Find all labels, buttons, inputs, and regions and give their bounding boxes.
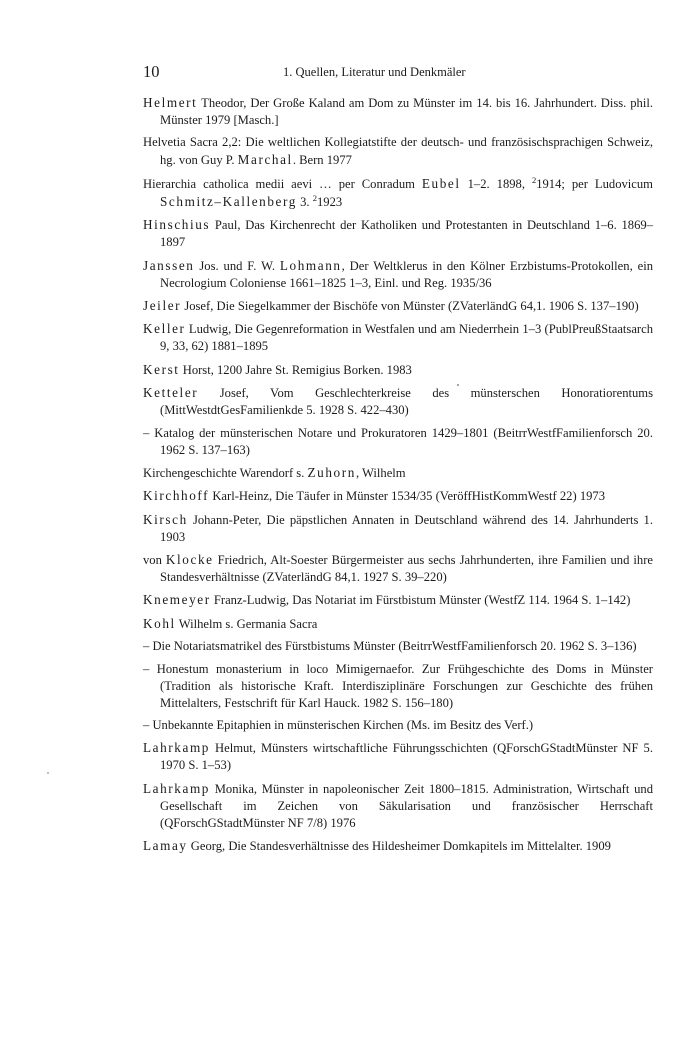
bibliography-entry xyxy=(143,717,653,734)
entry-text: Karl-Heinz, Die Täufer in Münster 1534/35 (VeröffHistKommWestf 22) 1973 xyxy=(209,489,606,504)
entry-text: 1914; per Ludovicum xyxy=(536,176,653,191)
entry-text: 3. xyxy=(296,194,313,209)
entry-text: Jos. und F. W. xyxy=(194,258,280,273)
author-name: Schmitz–Kallenberg xyxy=(160,193,297,209)
bibliography-entry xyxy=(143,551,653,586)
author-name: Klocke xyxy=(165,552,214,568)
entry-text: Johann-Peter, Die päpstlichen Annaten in Deutschland während des 14. Jahrhunderts 1. 1903 xyxy=(160,512,653,544)
bibliography-list xyxy=(143,94,653,861)
scan-speck xyxy=(457,384,459,386)
bibliography-entry xyxy=(143,257,653,292)
bibliography-entry xyxy=(143,384,653,419)
entry-text: Helvetia Sacra 2,2: Die weltlichen Kollegiatstifte der deutsch- und französischsprachigen Schweiz, hg. von Guy P. xyxy=(143,135,653,168)
author-name: Knemeyer xyxy=(143,592,211,608)
entry-text: – Unbekannte Epitaphien in münsterischen Kirchen (Ms. im Besitz des Verf.) xyxy=(143,718,534,733)
running-head: 1. Quellen, Literatur und Denkmäler xyxy=(283,65,466,79)
bibliography-entry xyxy=(143,511,653,546)
entry-text: Kirchengeschichte Warendorf s. xyxy=(143,465,308,480)
entry-text: Monika, Münster in napoleonischer Zeit 1800–1815. Administration, Wirtschaft und Gesellschaft im Zeichen von Säkularisation und französischer Herrschaft (QForschGStadtMünster NF 7/8) 1976 xyxy=(160,781,653,830)
entry-text: Helmut, Münsters wirtschaftliche Führungsschichten (QForschGStadtMünster NF 5. 1970 S. 1–53) xyxy=(160,741,653,773)
author-name: Zuhorn xyxy=(307,464,356,480)
entry-text: Theodor, Der Große Kaland am Dom zu Münster im 14. bis 16. Jahrhundert. Diss. phil. Münster 1979 [Masch.] xyxy=(160,96,653,127)
author-name: Kirchhoff xyxy=(143,488,210,504)
bibliography-entry xyxy=(143,837,653,855)
author-name: Lohmann xyxy=(279,257,342,273)
entry-text: – Katalog der münsterischen Notare und Prokuratoren 1429–1801 (BeitrrWestfFamilienforsch 20. 1962 S. 137–163) xyxy=(143,425,653,457)
edition-superscript: 2 xyxy=(531,174,537,185)
author-name: Jeiler xyxy=(143,297,182,313)
bibliography-entry xyxy=(143,297,653,315)
bibliography-entry xyxy=(143,464,653,482)
page-number: 10 xyxy=(143,62,160,81)
author-name: Ketteler xyxy=(143,385,199,401)
bibliography-entry xyxy=(143,94,653,129)
entry-text: – Die Notariatsmatrikel des Fürstbistums Münster (BeitrrWestfFamilienforsch 20. 1962 S. 3–136) xyxy=(143,639,637,654)
entry-text: Wilhelm s. Germania Sacra xyxy=(175,616,318,631)
entry-text: 1–2. 1898, xyxy=(460,176,532,191)
author-name: Kohl xyxy=(143,615,176,631)
entry-text: , Wilhelm xyxy=(355,465,406,480)
author-name: Hinschius xyxy=(143,217,211,233)
entry-text: Friedrich, Alt-Soester Bürgermeister aus sechs Jahrhunderten, ihre Familien und ihre Standesverhältnisse (ZVaterländG 84,1. 1927 S. 39–220) xyxy=(160,553,653,585)
entry-text: 1923 xyxy=(316,194,343,209)
entry-text: Hierarchia catholica medii aevi … per Conradum xyxy=(143,176,422,191)
bibliography-entry xyxy=(143,638,653,655)
entry-text: Paul, Das Kirchenrecht der Katholiken und Protestanten in Deutschland 1–6. 1869–1897 xyxy=(160,218,653,250)
author-name: Lahrkamp xyxy=(143,780,210,796)
author-name: Lamay xyxy=(143,838,188,854)
author-name: Helmert xyxy=(143,95,198,110)
entry-text: Horst, 1200 Jahre St. Remigius Borken. 1983 xyxy=(179,362,412,377)
author-name: Kerst xyxy=(143,361,180,377)
bibliography-entry xyxy=(143,361,653,379)
bibliography-entry xyxy=(143,661,653,712)
entry-text: , Der Weltklerus in den Kölner Erzbistums-Protokollen, ein Necrologium Coloniense 1661–1825 1–3, Einl. und Reg. 1935/36 xyxy=(160,258,653,290)
bibliography-entry xyxy=(143,591,653,609)
bibliography-entry xyxy=(143,134,653,169)
bibliography-entry xyxy=(143,320,653,355)
bibliography-entry xyxy=(143,615,653,633)
author-name: Lahrkamp xyxy=(143,740,210,756)
author-name: Keller xyxy=(143,321,186,337)
entry-text: Josef, Die Siegelkammer der Bischöfe von Münster (ZVaterländG 64,1. 1906 S. 137–190) xyxy=(181,298,639,313)
entry-text: Franz-Ludwig, Das Notariat im Fürstbistum Münster (WestfZ 114. 1964 S. 1–142) xyxy=(210,593,631,608)
author-name: Janssen xyxy=(143,257,195,273)
author-name: Kirsch xyxy=(143,511,188,527)
bibliography-entry xyxy=(143,175,653,211)
entry-text: Ludwig, Die Gegenreformation in Westfalen und am Niederrhein 1–3 (PublPreußStaatsarch 9, 33, 62) 1881–1895 xyxy=(160,322,653,354)
bibliography-entry xyxy=(143,425,653,459)
page-header xyxy=(143,62,653,86)
entry-text: Josef, Vom Geschlechterkreise des münsterschen Honoratiorentums (MittWestdtGesFamilienkde 5. 1928 S. 422–430) xyxy=(160,386,653,418)
scan-speck xyxy=(47,772,49,774)
edition-superscript: 2 xyxy=(312,192,317,203)
entry-text: Georg, Die Standesverhältnisse des Hildesheimer Domkapitels im Mittelalter. 1909 xyxy=(187,839,611,854)
entry-text: – Honestum monasterium in loco Mimigernaefor. Zur Frühgeschichte des Doms in Münster (Tradition als historische Kraft. Interdisziplinäre Forschungen zur Geschichte des frühen Mittelalters, Festschrift für Karl Hauck. 1982 S. 156–180) xyxy=(143,661,653,710)
bibliography-entry xyxy=(143,487,653,505)
author-name: Marchal xyxy=(237,152,293,168)
bibliography-entry xyxy=(143,216,653,251)
bibliography-entry xyxy=(143,739,653,774)
entry-text: von xyxy=(143,553,166,568)
entry-text: . Bern 1977 xyxy=(292,153,352,168)
author-name: Eubel xyxy=(421,175,461,191)
bibliography-entry xyxy=(143,780,653,832)
